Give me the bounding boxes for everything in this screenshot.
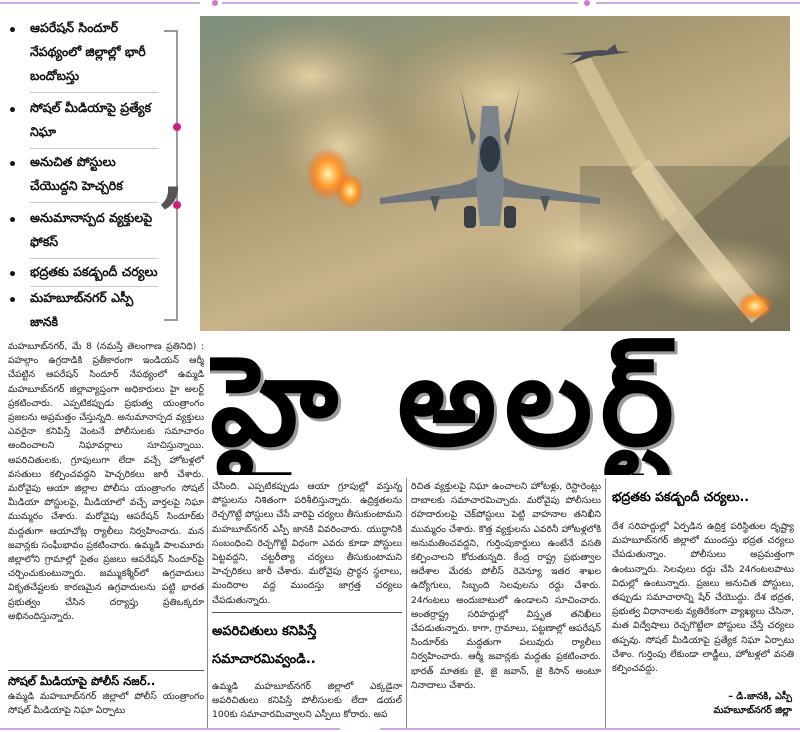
highlight-text: అనుమానాస్పద వ్యక్తులపై ఫోకస్ [30,210,153,249]
bottom-border [0,726,800,732]
column-divider [406,478,407,728]
article-column-1 [8,340,204,670]
highlight-text: ఆపరేషన్ సిందూర్ నేపథ్యంలో జిల్లాల్లో భారీ బందోబస్తు [30,20,146,83]
highlight-text: భద్రతకు పకడ్బందీ చర్యలు [30,264,158,279]
article-column-3 [411,480,601,726]
signature-district: మహబూబ్‌నగర్ జిల్లా [713,705,792,716]
signature [612,690,792,718]
divider [8,670,204,671]
article-column-1-continued [8,690,204,726]
highlight-text: సోషల్ మీడియాపై ప్రత్యేక నిఘా [30,100,152,139]
article-column-2 [212,480,402,608]
column-divider [605,478,606,728]
article-text: ఉమ్మడి మహబూబ్‌నగర్ జిల్లాలో ఎక్కడైనా అపరిచితులు కనిపిస్తే పోలీసులకు లేదా డయల్ 100కు సమాచారమివ్వాలని ఎస్పీలు కోరారు. అప [212,681,402,721]
article-text: మహబూబ్‌నగర్, మే 8 (నమస్తే తెలంగాణ ప్రతినిధి) : పహల్గాం ఉగ్రదాడికి ప్రతీకారంగా ఇండియన్ ఆర్మీ చేపట్టిన ఆపరేషన్ సిందూర్ నేపథ్యంలో ఉమ్మడి మహబూబ్‌నగర్ జిల్లావ్యాప్తంగా అధికారులు హై అలర్ట్ ప్రకటించారు. ఎప్పటికప్పుడు ప్రభుత్వ యంత్రాంగం ప్రజలను అప్రమత్తం చేస్తున్నది. అనుమానాస్పద వ్యక్తులు ఎవరైనా కనిపిస్తే వెంటనే పోలీసులకు సమాచారం అందించాలని నిఘావర్గాలు సూచిస్తున్నాయి. అపరిచితులకు, గ్రూపులుగా లేదా వచ్చే హోటళ్లలో వసతులు కల్పించవద్దని హెచ్చరికలు జారీ చేశారు. మరోవైపు ఆయా జిల్లాల పోలీసు యంత్రాంగం సోషల్ మీడియా పోస్టులపై, మీడియాలో వచ్చే వార్తలపై నిఘా ముమ్మరం చేశారు. మరోవైపు ఆపరేషన్ సిందూర్‌కు మద్దతుగా ఆయాచోట్ల ర్యాలీలు నిర్వహించారు. మన జవాన్లకు సంఘీభావం ప్రకటించారు. ఉమ్మడి పాలమూరు జిల్లాలోని గ్రామాల్లో సైతం ప్రజలు ఆపరేషన్ సిందూర్‌పై చర్చించుకుంటున్నారు. జమ్ముకశ్మీర్‌లో ఉగ్రవాదులు వికృతచేష్టలకు కారణమైన ఉగ్రవాదులను పట్టి భారత ప్రభుత్వం చేసిన దర్యాప్తు ప్రతిఒక్కరూ అభినందిస్తున్నారు. [8,341,204,622]
article-text: ఉమ్మడి మహబూబ్‌నగర్ జిల్లాలో పోలీస్ యంత్రాంగం సోషల్ మీడియాపై నిఘా ఏర్పాటు [8,691,204,717]
quote-mark-icon: , [160,130,186,215]
highlights-box: • ఆపరేషన్ సిందూర్ నేపథ్యంలో జిల్లాల్లో భారీ బందోబస్తు • సోషల్ మీడియాపై ప్రత్యేక నిఘా • అనుచిత పోస్టులు చేయొద్దని హెచ్చరిక • అనుమానాస్పద వ్యక్తులపై ఫోకస్ • భద్రతకు పకడ్బందీ చర్యలు • మహబూబ్‌నగర్ ఎస్పీ జానకి [4,16,179,316]
sp-quote-column [612,520,794,688]
subheading-social-media: సోషల్ మీడియాపై పోలీస్ నజర్.. [8,674,156,688]
article-column-2-continued [212,680,402,726]
subheading-strangers: అపరిచితులు కనిపిస్తే సమాచారమివ్వండి.. [212,624,317,667]
article-text: రిచిత వ్యక్తులపై నిఘా ఉంచాలని హోటళ్లు, రెస్టారెంట్లు దాబాలకు సమాచారమిచ్చారు. మరోవైపు పోలీసులు రహదారులపై చెక్‌పోస్టులు పెట్టి వాహనాల తనిఖీని ముమ్మరం చేశారు. కొత్త వ్యక్తులను ఎవరినీ హోటళ్లలోకి అనుమతించవద్దని, గుర్తింపుకార్డులు ఉంటేనే వసతి కల్పించాలని కోరుతున్నది. కేంద్ర రాష్ట్ర ప్రభుత్వాల ఆదేశాల మేరకు పోలీస్ రెవెన్యూ ఇతర శాఖల ఉద్యోగులు, సిబ్బంది సెలవులను రద్దు చేశారు. 24గంటలు అందుబాటులో ఉండాలని సూచించారు. అంతర్రాష్ట్ర సరిహద్దుల్లో విస్తృత తనిఖీలు చేపడుతున్నారు. కాగా, గ్రామాలు, పట్టణాల్లో ఆపరేషన్ సిందూర్‌కు మద్దతుగా పలువురు ర్యాలీలు నిర్వహించారు. ఆర్మీ జవాన్లకు మద్దతు ప్రకటించారు. భారత్ మాతకు జై, జై జవాన్, జై కిసాన్ అంటూ నినాదాలు చేశారు. [411,481,601,691]
fighter-jet-photo [200,16,790,331]
article-text: దేశ సరిహద్దుల్లో ఏర్పడిన ఉద్రిక్త పరిస్థితుల దృష్ట్యా మహబూబ్‌నగర్ జిల్లాలో ముందస్తు భద్రత చర్యలు చేపడుతున్నాం. పోలీసులు అప్రమత్తంగా ఉంటున్నారు. సెలవులు రద్దు చేసి 24గంటలపాటు విధుల్లో ఉంటున్నారు. ప్రజలు అనుచిత పోస్టులు, తప్పుడు సమాచారాన్ని షేర్ చేయొద్దు. దేశ భద్రత, ప్రభుత్వ విధానాలకు వ్యతిరేకంగా వ్యాఖ్యలు చేసినా, మత విద్వేషాలు రెచ్చగొట్టేలా పోస్టులు చేస్తే చర్యలు తప్పవు. సోషల్ మీడియాపై ప్రత్యేక నిఘా ఏర్పాటు చేశాం. గుర్తింపు లేకుండా లాడ్జీలు, హోటళ్లలో వసతి కల్పించవద్దు. [612,521,794,675]
divider [212,612,402,613]
top-border [0,0,800,6]
column-divider [207,478,208,728]
highlight-text: మహబూబ్‌నగర్ ఎస్పీ జానకి [30,290,134,329]
article-text: చేసింది. ఎప్పటికప్పుడు ఆయా గ్రూపుల్లో వస్తున్న పోస్టులను నిశితంగా పరిశీలిస్తున్నారు. ఉద్రిక్తతలను రెచ్చగొట్టే పోస్టులు చేసే వారిపై చర్యలు తీసుకుంటామని మహబూబ్‌నగర్ ఎస్పీ జానకి వివరించారు. యుద్ధానికి సంబంధించి రెచ్చగొట్టే విధంగా ఎవరు కూడా పోస్టులు పెట్టవద్దని, చట్టరీత్యా చర్యలు తీసుకుంటామని హెచ్చరికలు జారీ చేశారు. మరోవైపు ప్రార్థన స్థలాలు, మందిరాల వద్ద ముందస్తు జాగ్రత్త చర్యలు చేపడుతున్నారు. [212,481,402,606]
signature-name: – డి.జానకి, ఎస్పీ [728,691,792,702]
highlight-text: అనుచిత పోస్టులు చేయొద్దని హెచ్చరిక [30,154,123,193]
headline: హై అలర్ట్ [210,330,682,474]
subheading-security: భద్రతకు పకడ్బందీ చర్యలు.. [612,489,750,504]
